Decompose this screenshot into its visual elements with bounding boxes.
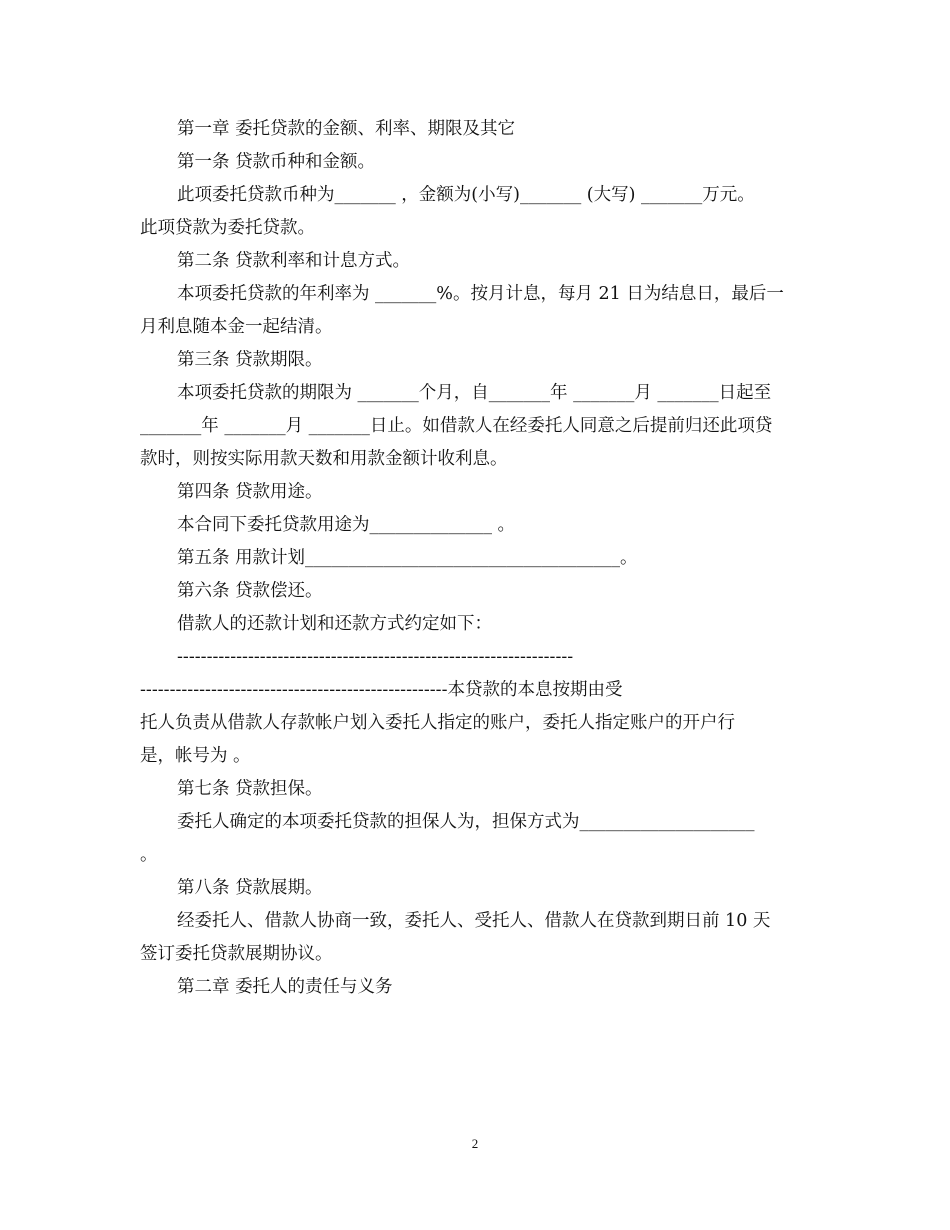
text-line: 本项委托贷款的年利率为 _______%。按月计息，每月 21 日为结息日，最后一 bbox=[177, 284, 784, 304]
chapter-1-heading: 第一章 委托贷款的金额、利率、期限及其它 bbox=[177, 119, 516, 139]
page-number: 2 bbox=[471, 1136, 479, 1151]
text-line: _______年 _______月 _______日止。如借款人在经委托人同意之后提前归还此项贷 bbox=[140, 416, 773, 436]
dashed-line: ------------------------------------------------------------------- bbox=[177, 647, 574, 667]
article-5-heading: 第五条 用款计划____________________________________。 bbox=[177, 548, 638, 568]
text-line: 是，帐号为 。 bbox=[140, 746, 251, 766]
text-line: 经委托人、借款人协商一致，委托人、受托人、借款人在贷款到期日前 10 天 bbox=[177, 911, 771, 931]
article-3-heading: 第三条 贷款期限。 bbox=[177, 350, 323, 370]
text-line: 本合同下委托贷款用途为______________ 。 bbox=[177, 515, 516, 535]
text-line: 借款人的还款计划和还款方式约定如下： bbox=[177, 614, 492, 634]
text-line: ----------------------------------------------------本贷款的本息按期由受 bbox=[140, 680, 623, 700]
article-2-heading: 第二条 贷款利率和计息方式。 bbox=[177, 251, 411, 271]
text-line: 款时，则按实际用款天数和用款金额计收利息。 bbox=[140, 449, 508, 469]
text-line: 月利息随本金一起结清。 bbox=[140, 317, 333, 337]
article-8-heading: 第八条 贷款展期。 bbox=[177, 878, 323, 898]
chapter-2-heading: 第二章 委托人的责任与义务 bbox=[177, 977, 393, 997]
document-body bbox=[140, 113, 812, 1004]
text-line: 托人负责从借款人存款帐户划入委托人指定的账户，委托人指定账户的开户行 bbox=[140, 713, 735, 733]
text-line: 此项委托贷款币种为_______ ，金额为(小写)_______ (大写) _______万元。 bbox=[177, 185, 755, 205]
article-1-heading: 第一条 贷款币种和金额。 bbox=[177, 152, 376, 172]
text-line: 此项贷款为委托贷款。 bbox=[140, 218, 315, 238]
text-line: 委托人确定的本项委托贷款的担保人为，担保方式为____________________ bbox=[177, 812, 755, 832]
text-line: 。 bbox=[140, 845, 158, 865]
article-7-heading: 第七条 贷款担保。 bbox=[177, 779, 323, 799]
text-line: 本项委托贷款的期限为 _______个月，自_______年 _______月 _______日起至 bbox=[177, 383, 772, 403]
article-4-heading: 第四条 贷款用途。 bbox=[177, 482, 323, 502]
text-line: 签订委托贷款展期协议。 bbox=[140, 944, 333, 964]
article-6-heading: 第六条 贷款偿还。 bbox=[177, 581, 323, 601]
